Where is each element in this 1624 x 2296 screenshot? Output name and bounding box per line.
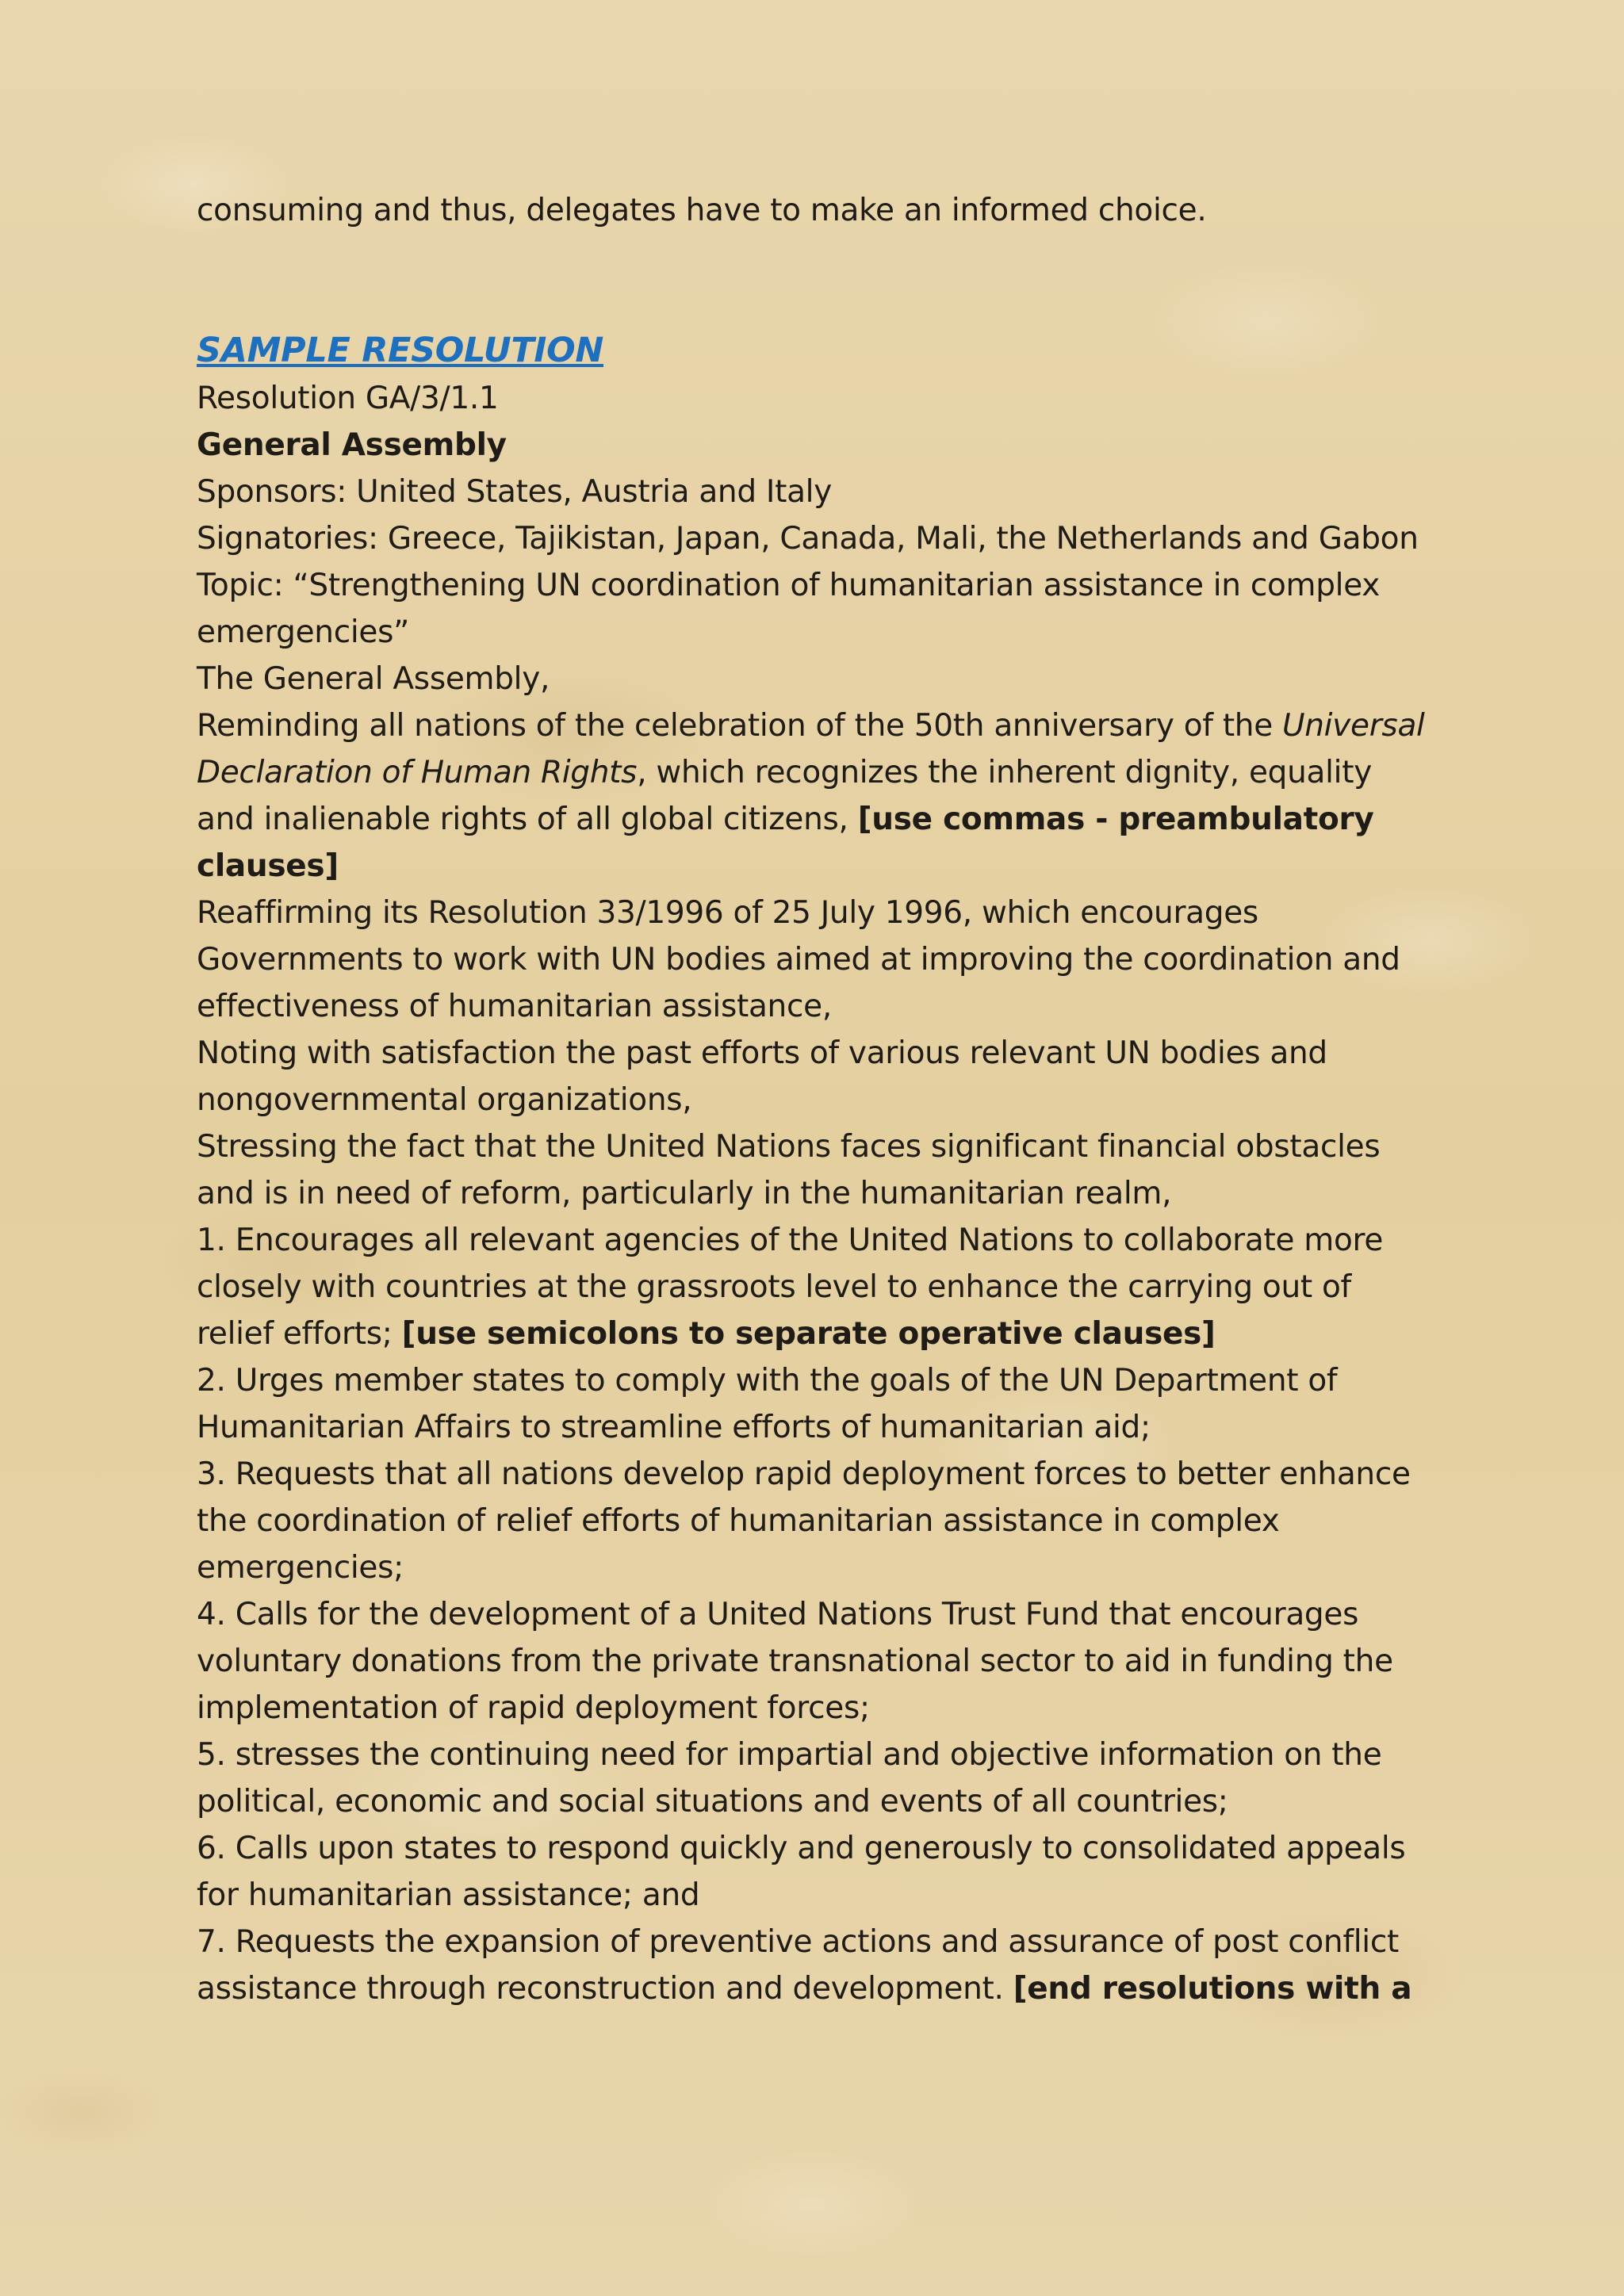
ending-note: [end resolutions with a [1013, 1971, 1412, 2007]
intro-line: consuming and thus, delegates have to make an informed choice. [197, 193, 1207, 228]
operative-clause-7 [197, 1919, 1434, 2012]
sponsors-line: Sponsors: United States, Austria and Italy [197, 474, 832, 510]
document-body [197, 187, 1434, 2012]
preamble-clause-reaffirming: Reaffirming its Resolution 33/1996 of 25 July 1996, which encourages Governments to work with UN bodies aimed at improving the coordination and effectiveness of humanitarian assistance, [197, 895, 1400, 1024]
opening-line: The General Assembly, [197, 661, 550, 697]
operative-note: [use semicolons to separate operative clauses] [401, 1316, 1216, 1352]
operative-clause-1 [197, 1217, 1434, 1357]
udhr-title: Universal Declaration of Human Rights [197, 708, 1425, 790]
clause-7-text: 7. Requests the expansion of preventive actions and assurance of post conflict assistance through reconstruction and development. [197, 1924, 1399, 2007]
preamble-clause-reminding [197, 702, 1434, 890]
clause-1-text: 1. Encourages all relevant agencies of the United Nations to collaborate more closely with countries at the grassroots level to enhance the carrying out of relief efforts; [197, 1223, 1384, 1352]
operative-clause-6: 6. Calls upon states to respond quickly and generously to consolidated appeals for humanitarian assistance; and [197, 1831, 1406, 1913]
operative-clause-4: 4. Calls for the development of a United Nations Trust Fund that encourages voluntary donations from the private transnational sector to aid in funding the implementation of rapid deployment forces; [197, 1597, 1393, 1726]
reminding-text-end: , which recognizes the inherent dignity, equality and inalienable rights of all global citizens, [197, 755, 1372, 837]
operative-clause-5: 5. stresses the continuing need for impartial and objective information on the political, economic and social situations and events of all countries; [197, 1737, 1382, 1820]
operative-clause-2: 2. Urges member states to comply with the goals of the UN Department of Humanitarian Affairs to streamline efforts of humanitarian aid; [197, 1363, 1338, 1445]
reminding-text-start: Reminding all nations of the celebration of the 50th anniversary of the [197, 708, 1283, 744]
preamble-clause-noting: Noting with satisfaction the past efforts of various relevant UN bodies and nongovernmental organizations, [197, 1035, 1327, 1118]
resolution-code: Resolution GA/3/1.1 [197, 381, 499, 416]
heading-line [197, 327, 1434, 375]
preamble-clause-stressing: Stressing the fact that the United Nations faces significant financial obstacles and is in need of reform, particularly in the humanitarian realm, [197, 1129, 1381, 1211]
signatories-line: Signatories: Greece, Tajikistan, Japan, Canada, Mali, the Netherlands and Gabon [197, 521, 1419, 557]
sample-resolution-heading: SAMPLE RESOLUTION [197, 331, 604, 370]
preambulatory-note: [use commas - preambulatory clauses] [197, 802, 1374, 884]
committee-name: General Assembly [197, 427, 507, 463]
operative-clause-3: 3. Requests that all nations develop rapid deployment forces to better enhance the coordination of relief efforts of humanitarian assistance in complex emergencies; [197, 1456, 1411, 1586]
topic-line: Topic: “Strengthening UN coordination of humanitarian assistance in complex emergencies” [197, 568, 1380, 650]
